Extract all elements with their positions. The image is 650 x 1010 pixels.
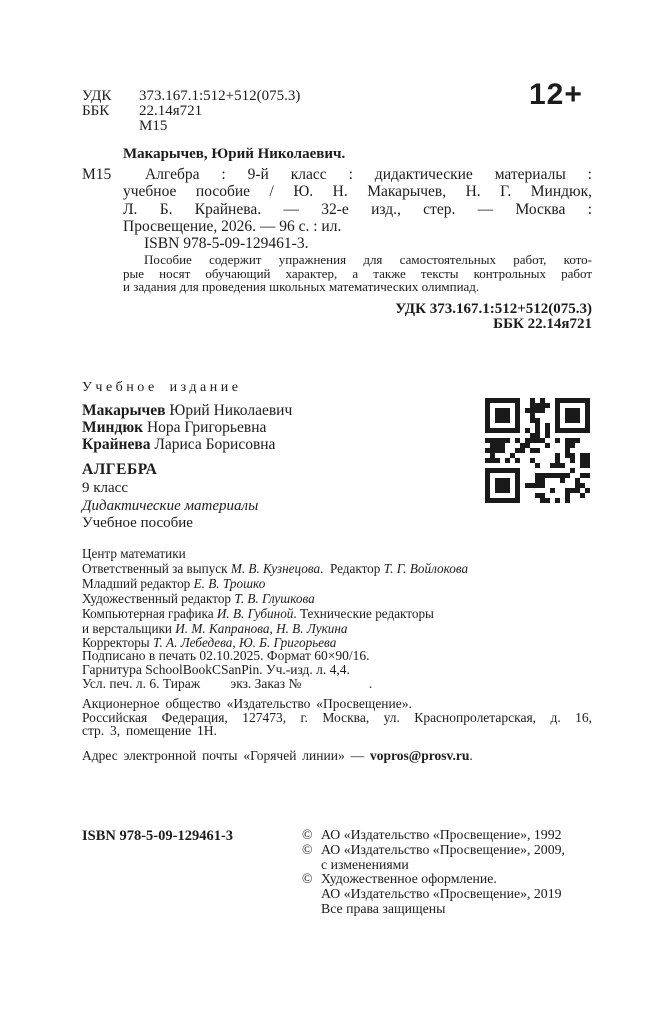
text-segment: © xyxy=(302,841,313,857)
text-segment: М15 xyxy=(139,118,168,134)
text-segment: Е. В. Трошко xyxy=(193,575,266,591)
text-segment: Л. Б. Крайнева. — 32-е изд., стер. — Москва : xyxy=(123,200,592,218)
catalog-line xyxy=(123,183,592,200)
email-text xyxy=(82,748,473,764)
copyright-line xyxy=(302,828,592,843)
text-segment: Просвещение, 2026. — 96 с. : ил. xyxy=(123,217,342,235)
publisher-address xyxy=(82,697,592,738)
text-segment: Корректоры xyxy=(82,635,153,651)
print-line xyxy=(82,677,372,691)
text-segment: Пособие содержит упражнения для самостоятельных работ, кото- xyxy=(144,252,592,267)
staff-line xyxy=(82,577,468,592)
title-block xyxy=(82,459,258,533)
text-segment: АО «Издательство «Просвещение», 1992 xyxy=(321,827,562,842)
isbn-note: ISBN 978-5-09-129461-3. xyxy=(144,235,309,253)
catalog-description xyxy=(123,166,592,235)
text-segment: учебное пособие / Ю. Н. Макарычев, Н. Г. Миндюк, xyxy=(123,183,592,201)
text-segment: . Технические редакторы xyxy=(293,605,434,621)
annotation xyxy=(123,253,592,294)
text-segment: Юрий Николаевич xyxy=(165,402,293,419)
edition-kind-line: Учебное пособие xyxy=(82,515,193,532)
text-segment: . xyxy=(469,748,473,763)
text-segment: Адрес электронной почты «Горячей линии» — xyxy=(82,748,370,763)
staff-line xyxy=(82,592,468,607)
text-segment: АО «Издательство «Просвещение», 2019 xyxy=(321,886,562,902)
text-segment: Алгебра : 9-й класс : дидактические материалы : xyxy=(145,166,592,183)
print-line xyxy=(82,663,372,677)
text-segment: Лариса Борисовна xyxy=(150,435,276,453)
copyright-line xyxy=(302,872,592,887)
address-line xyxy=(82,697,592,711)
staff-line xyxy=(82,562,468,577)
text-segment: Т. А. Лебедева, Ю. Б. Григорьева xyxy=(152,635,337,651)
author-line xyxy=(82,437,292,454)
text-segment: Крайнева xyxy=(82,435,151,453)
udk-reference: УДК 373.167.1:512+512(075.3) xyxy=(395,301,592,317)
text-segment: Миндюк xyxy=(82,418,144,436)
classification-row xyxy=(82,89,300,104)
catalog-code: М15 xyxy=(82,166,112,183)
text-segment: © xyxy=(302,827,313,842)
address-line xyxy=(82,711,592,725)
staff-line xyxy=(82,622,468,637)
catalog-line xyxy=(123,166,592,183)
text-segment: М. В. Кузнецова xyxy=(230,560,321,576)
bbk-reference: ББК 22.14я721 xyxy=(493,316,592,333)
text-segment: ББК xyxy=(82,103,110,119)
annotation-line xyxy=(123,253,592,267)
copyright-line xyxy=(302,843,592,858)
book-title: АЛГЕБРА xyxy=(82,461,158,478)
author-line xyxy=(82,403,292,420)
text-segment: и верстальщики xyxy=(82,620,176,636)
text-segment: Центр математики xyxy=(82,546,186,561)
text-segment: с изменениями xyxy=(321,856,409,872)
catalog-entry xyxy=(82,166,592,252)
author-line xyxy=(82,420,292,437)
text-segment: рые носят обучающий характер, а также тексты контрольных работ xyxy=(123,265,592,281)
text-segment: . Редактор xyxy=(320,560,384,576)
subtitle-line: Дидактические материалы xyxy=(82,497,259,514)
staff-line xyxy=(82,607,468,622)
text-segment: Художественное оформление. xyxy=(321,871,497,887)
edition-type-heading: Учебное издание xyxy=(82,380,242,395)
staff-line xyxy=(82,547,468,562)
text-segment: Младший редактор xyxy=(82,575,194,591)
classification-row xyxy=(82,119,300,134)
copyright-line xyxy=(302,887,592,902)
text-segment: vopros@prosv.ru xyxy=(369,748,470,763)
copyright-list xyxy=(302,828,592,917)
catalog-line xyxy=(123,218,592,235)
age-rating-badge: 12+ xyxy=(529,78,583,111)
isbn-bottom: ISBN 978-5-09-129461-3 xyxy=(82,828,234,844)
text-segment: Подписано в печать 02.10.2025. Формат 60×90/16. xyxy=(82,648,370,663)
text-segment: Т. В. Глушкова xyxy=(234,590,315,606)
text-segment: стр. 3, помещение 1Н. xyxy=(82,723,217,739)
text-segment: 373.167.1:512+512(075.3) xyxy=(139,88,301,104)
text-segment: Макарычев xyxy=(82,402,166,419)
staff-credits xyxy=(82,547,468,651)
classification-block xyxy=(82,89,300,134)
text-segment: Российская Федерация, 127473, г. Москва, ул. Краснопролетарская, д. 16, xyxy=(82,709,592,725)
copyright-line xyxy=(302,902,592,917)
classification-row xyxy=(82,104,300,119)
text-segment: И. М. Капранова, Н. В. Лукина xyxy=(175,620,348,636)
text-segment: Нора Григорьевна xyxy=(143,418,267,436)
text-segment: Т. Г. Войлокова xyxy=(383,560,469,576)
print-details xyxy=(82,649,372,691)
catalog-line xyxy=(123,201,592,218)
text-segment: и задания для проведения школьных математических олимпиад. xyxy=(123,279,480,294)
qr-code xyxy=(485,398,590,503)
annotation-line xyxy=(123,280,592,294)
print-line xyxy=(82,649,372,663)
text-segment: УДК xyxy=(82,88,112,104)
text-segment: И. В. Губиной xyxy=(216,605,294,621)
text-segment: 22.14я721 xyxy=(139,103,203,119)
text-segment: Акционерное общество «Издательство «Просвещение». xyxy=(82,696,412,711)
text-segment: Гарнитура SchoolBookCSanPin. Уч.-изд. л. 4,4. xyxy=(82,661,350,677)
text-segment: © xyxy=(302,871,313,887)
address-line xyxy=(82,724,592,738)
bottom-block xyxy=(82,828,592,917)
authors-block xyxy=(82,403,292,453)
text-segment: Художественный редактор xyxy=(82,590,235,606)
text-segment: Все права защищены xyxy=(321,900,446,916)
copyright-line xyxy=(302,858,592,873)
text-segment: Компьютерная графика xyxy=(82,605,217,621)
email-line xyxy=(82,748,473,764)
text-segment: Усл. печ. л. 6. Тираж экз. Заказ № . xyxy=(82,675,373,691)
text-segment: АО «Издательство «Просвещение», 2009, xyxy=(321,841,565,857)
text-segment: Ответственный за выпуск xyxy=(82,560,231,576)
annotation-line xyxy=(123,267,592,281)
classification-reference xyxy=(82,302,592,332)
grade-line: 9 класс xyxy=(82,480,128,496)
catalog-author-heading: Макарычев, Юрий Николаевич. xyxy=(123,146,346,162)
